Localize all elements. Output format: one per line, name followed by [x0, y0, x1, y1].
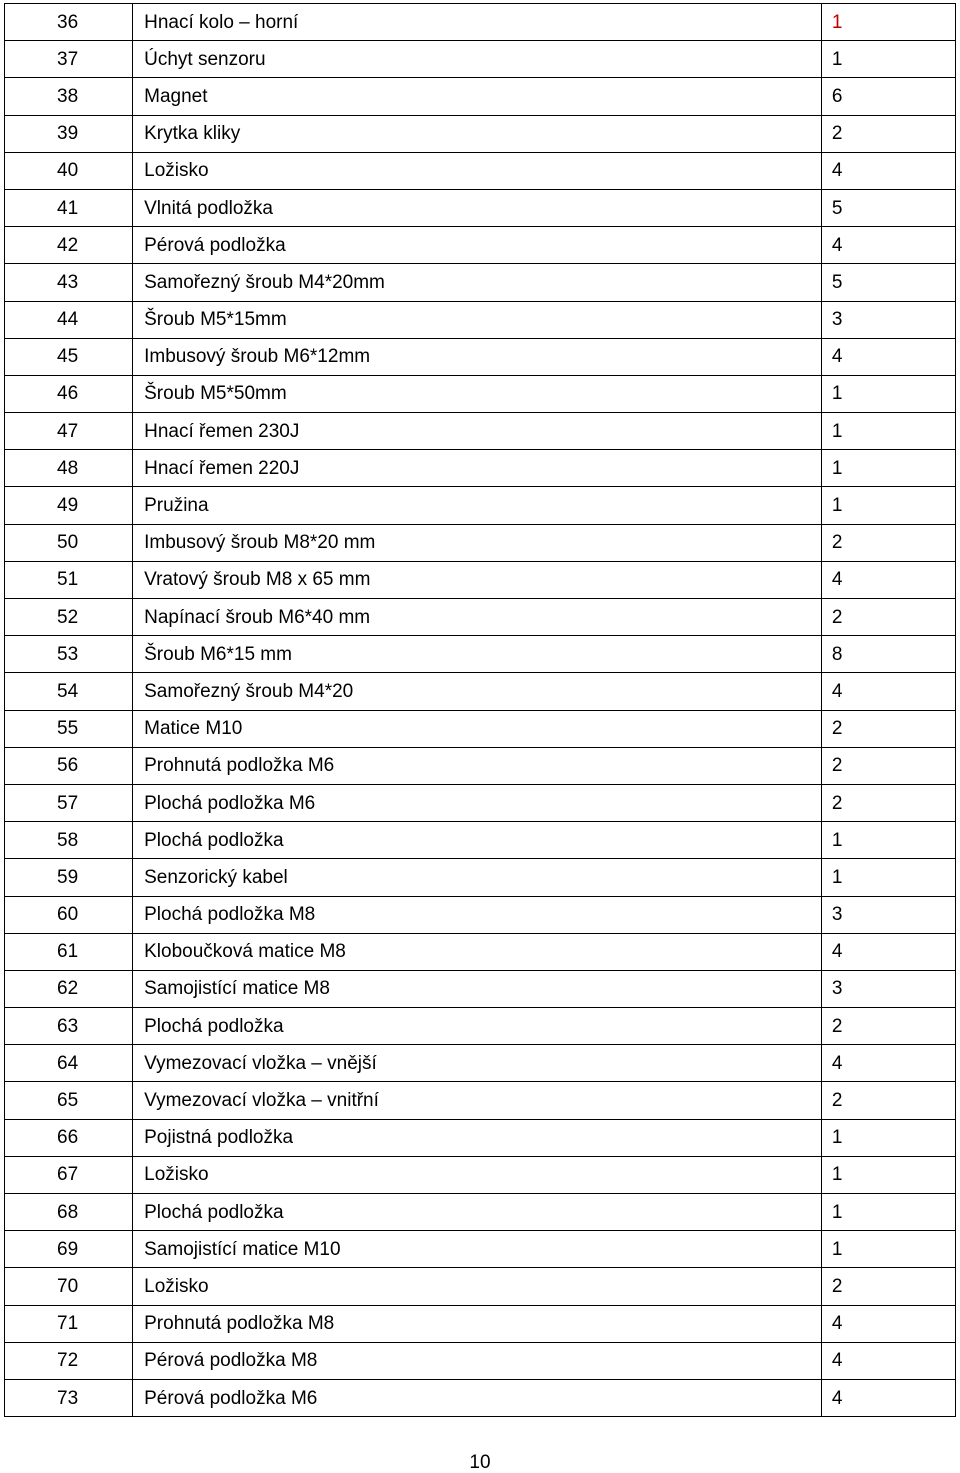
part-name-cell: Ložisko [133, 152, 822, 189]
part-name-cell: Šroub M5*50mm [133, 375, 822, 412]
part-quantity-cell: 1 [821, 450, 955, 487]
part-number-cell: 61 [5, 933, 133, 970]
part-quantity-cell: 1 [821, 1194, 955, 1231]
part-name-cell: Vymezovací vložka – vnější [133, 1045, 822, 1082]
part-quantity-cell: 1 [821, 375, 955, 412]
part-quantity-cell: 2 [821, 1008, 955, 1045]
part-number-cell: 65 [5, 1082, 133, 1119]
part-name-cell: Samořezný šroub M4*20mm [133, 264, 822, 301]
table-row [5, 561, 956, 598]
part-number-cell: 44 [5, 301, 133, 338]
part-quantity-cell: 4 [821, 1379, 955, 1416]
part-name-cell: Plochá podložka [133, 822, 822, 859]
part-number-cell: 42 [5, 227, 133, 264]
part-number-cell: 43 [5, 264, 133, 301]
part-number-cell: 46 [5, 375, 133, 412]
table-row [5, 338, 956, 375]
part-number-cell: 38 [5, 78, 133, 115]
part-quantity-cell: 4 [821, 1342, 955, 1379]
part-name-cell: Pérová podložka [133, 227, 822, 264]
table-row [5, 41, 956, 78]
part-number-cell: 68 [5, 1194, 133, 1231]
part-name-cell: Úchyt senzoru [133, 41, 822, 78]
part-name-cell: Samořezný šroub M4*20 [133, 673, 822, 710]
part-name-cell: Samojistící matice M10 [133, 1231, 822, 1268]
part-name-cell: Ložisko [133, 1268, 822, 1305]
table-row [5, 1194, 956, 1231]
table-row [5, 1231, 956, 1268]
part-name-cell: Ložisko [133, 1156, 822, 1193]
part-name-cell: Vlnitá podložka [133, 189, 822, 226]
table-row [5, 747, 956, 784]
part-quantity-cell: 1 [821, 1156, 955, 1193]
part-name-cell: Plochá podložka [133, 1194, 822, 1231]
part-number-cell: 59 [5, 859, 133, 896]
part-quantity-cell: 3 [821, 301, 955, 338]
part-name-cell: Plochá podložka M6 [133, 784, 822, 821]
table-row [5, 189, 956, 226]
part-quantity-cell: 1 [821, 1119, 955, 1156]
table-row [5, 1305, 956, 1342]
table-row [5, 710, 956, 747]
table-row [5, 784, 956, 821]
part-number-cell: 54 [5, 673, 133, 710]
part-quantity-cell: 2 [821, 599, 955, 636]
part-quantity-cell: 1 [821, 1231, 955, 1268]
part-name-cell: Plochá podložka M8 [133, 896, 822, 933]
parts-table-body [5, 4, 956, 1417]
part-number-cell: 73 [5, 1379, 133, 1416]
part-quantity-cell: 4 [821, 152, 955, 189]
part-number-cell: 69 [5, 1231, 133, 1268]
part-number-cell: 58 [5, 822, 133, 859]
table-row [5, 933, 956, 970]
table-row [5, 599, 956, 636]
table-row [5, 524, 956, 561]
part-number-cell: 64 [5, 1045, 133, 1082]
part-number-cell: 48 [5, 450, 133, 487]
part-quantity-cell: 4 [821, 227, 955, 264]
part-name-cell: Pojistná podložka [133, 1119, 822, 1156]
part-quantity-cell: 2 [821, 710, 955, 747]
table-row [5, 1268, 956, 1305]
part-name-cell: Hnací řemen 220J [133, 450, 822, 487]
table-row [5, 1082, 956, 1119]
part-quantity-cell: 1 [821, 413, 955, 450]
part-number-cell: 40 [5, 152, 133, 189]
part-number-cell: 72 [5, 1342, 133, 1379]
part-quantity-cell: 1 [821, 859, 955, 896]
part-name-cell: Hnací řemen 230J [133, 413, 822, 450]
part-quantity-cell: 1 [821, 822, 955, 859]
part-quantity-cell: 1 [821, 487, 955, 524]
part-number-cell: 53 [5, 636, 133, 673]
part-name-cell: Plochá podložka [133, 1008, 822, 1045]
table-row [5, 78, 956, 115]
part-quantity-cell: 2 [821, 115, 955, 152]
part-name-cell: Prohnutá podložka M6 [133, 747, 822, 784]
part-number-cell: 47 [5, 413, 133, 450]
table-row [5, 301, 956, 338]
part-quantity-cell: 1 [821, 4, 955, 41]
part-name-cell: Prohnutá podložka M8 [133, 1305, 822, 1342]
part-number-cell: 39 [5, 115, 133, 152]
table-row [5, 487, 956, 524]
table-row [5, 896, 956, 933]
table-row [5, 1379, 956, 1416]
table-row [5, 1156, 956, 1193]
part-quantity-cell: 5 [821, 264, 955, 301]
table-row [5, 859, 956, 896]
part-name-cell: Imbusový šroub M6*12mm [133, 338, 822, 375]
part-name-cell: Vymezovací vložka – vnitřní [133, 1082, 822, 1119]
part-name-cell: Vratový šroub M8 x 65 mm [133, 561, 822, 598]
part-number-cell: 45 [5, 338, 133, 375]
part-name-cell: Šroub M5*15mm [133, 301, 822, 338]
part-name-cell: Imbusový šroub M8*20 mm [133, 524, 822, 561]
part-quantity-cell: 3 [821, 896, 955, 933]
part-number-cell: 51 [5, 561, 133, 598]
table-row [5, 970, 956, 1007]
part-name-cell: Krytka kliky [133, 115, 822, 152]
part-number-cell: 70 [5, 1268, 133, 1305]
table-row [5, 1045, 956, 1082]
part-name-cell: Hnací kolo – horní [133, 4, 822, 41]
part-quantity-cell: 4 [821, 338, 955, 375]
page-number: 10 [469, 1452, 491, 1473]
part-quantity-cell: 2 [821, 1268, 955, 1305]
part-name-cell: Magnet [133, 78, 822, 115]
part-number-cell: 37 [5, 41, 133, 78]
part-quantity-cell: 5 [821, 189, 955, 226]
part-quantity-cell: 6 [821, 78, 955, 115]
part-name-cell: Pérová podložka M6 [133, 1379, 822, 1416]
table-row [5, 115, 956, 152]
part-quantity-cell: 8 [821, 636, 955, 673]
part-name-cell: Senzorický kabel [133, 859, 822, 896]
part-name-cell: Matice M10 [133, 710, 822, 747]
part-quantity-cell: 4 [821, 1045, 955, 1082]
part-name-cell: Samojistící matice M8 [133, 970, 822, 1007]
part-name-cell: Pružina [133, 487, 822, 524]
part-number-cell: 41 [5, 189, 133, 226]
part-name-cell: Kloboučková matice M8 [133, 933, 822, 970]
table-row [5, 152, 956, 189]
parts-table [4, 3, 956, 1417]
table-row [5, 264, 956, 301]
part-number-cell: 55 [5, 710, 133, 747]
part-number-cell: 52 [5, 599, 133, 636]
part-quantity-cell: 4 [821, 561, 955, 598]
part-number-cell: 66 [5, 1119, 133, 1156]
part-name-cell: Napínací šroub M6*40 mm [133, 599, 822, 636]
part-number-cell: 57 [5, 784, 133, 821]
table-row [5, 1342, 956, 1379]
table-row [5, 375, 956, 412]
table-row [5, 636, 956, 673]
part-number-cell: 63 [5, 1008, 133, 1045]
part-number-cell: 62 [5, 970, 133, 1007]
table-row [5, 1119, 956, 1156]
table-row [5, 450, 956, 487]
part-quantity-cell: 4 [821, 673, 955, 710]
part-quantity-cell: 1 [821, 41, 955, 78]
part-quantity-cell: 2 [821, 784, 955, 821]
table-row [5, 4, 956, 41]
part-name-cell: Pérová podložka M8 [133, 1342, 822, 1379]
part-quantity-cell: 4 [821, 933, 955, 970]
table-row [5, 673, 956, 710]
part-number-cell: 56 [5, 747, 133, 784]
part-number-cell: 50 [5, 524, 133, 561]
part-quantity-cell: 2 [821, 1082, 955, 1119]
part-name-cell: Šroub M6*15 mm [133, 636, 822, 673]
part-quantity-cell: 2 [821, 524, 955, 561]
table-row [5, 413, 956, 450]
table-row [5, 1008, 956, 1045]
part-quantity-cell: 2 [821, 747, 955, 784]
part-number-cell: 36 [5, 4, 133, 41]
part-quantity-cell: 3 [821, 970, 955, 1007]
part-quantity-cell: 4 [821, 1305, 955, 1342]
table-row [5, 822, 956, 859]
table-row [5, 227, 956, 264]
part-number-cell: 49 [5, 487, 133, 524]
part-number-cell: 71 [5, 1305, 133, 1342]
part-number-cell: 67 [5, 1156, 133, 1193]
part-number-cell: 60 [5, 896, 133, 933]
